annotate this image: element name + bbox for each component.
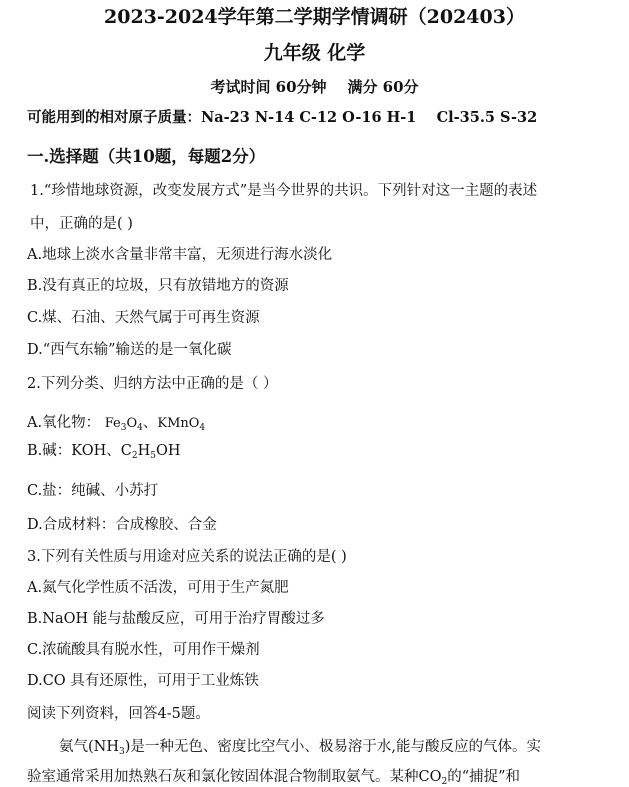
q3-option-a: A.氮气化学性质不活泼，可用于生产氮肥 [27,580,289,596]
q1-stem-line1: 1.“珍惜地球资源，改变发展方式”是当今世界的共识。下列针对这一主题的表述 [30,183,538,199]
q2-stem: 2.下列分类、归纳方法中正确的是（ ） [27,376,278,392]
exam-subtitle: 九年级 化学 [263,42,366,64]
q2-a-formula-1: $Fe_3O_4$ [104,416,143,433]
q3-option-d: D.CO 具有还原性，可用于工业炼铁 [27,673,259,689]
q2-a-formula-2: KMnO$_4$ [157,416,206,433]
q1-option-c: C.煤、石油、天然气属于可再生资源 [27,310,260,326]
q3-option-b: B.NaOH 能与盐酸反应，可用于治疗胃酸过多 [27,611,325,627]
q3-stem: 3.下列有关性质与用途对应关系的说法正确的是( ) [27,549,347,565]
q1-option-a: A.地球上淡水含量非常丰富，无须进行海水淡化 [27,247,333,263]
reading-intro: 阅读下列资料，回答4-5题。 [27,706,210,722]
atomic-masses: 可能用到的相对原子质量：Na-23 N-14 C-12 O-16 H-1 Cl-35.5 S-32 [27,109,538,126]
q2-option-b: B.碱：KOH、$C_2H_5OH$ [27,443,181,461]
q2-option-c: C.盐：纯碱、小苏打 [27,483,159,499]
section-heading: 一.选择题（共10题，每题2分） [27,147,266,166]
q2-option-a: A.氧化物： $Fe_3O_4$、KMnO$_4$ [27,415,206,433]
q1-stem-line2: 中，正确的是( ) [30,216,133,232]
exam-title: 2023-2024学年第二学期学情调研（202403） [104,6,525,28]
q1-option-d: D.“西气东输”输送的是一氧化碳 [27,342,232,358]
exam-info: 考试时间 60分钟 满分 60分 [210,78,419,96]
q2-option-d: D.合成材料：合成橡胶、合金 [27,517,217,533]
reading-paragraph-line1: 氨气$(NH_3)$是一种无色、密度比空气小、极易溶于水,能与酸反应的气体。实 [59,739,541,757]
q2-a-prefix: A.氧化物： [27,415,101,431]
q3-option-c: C.浓硫酸具有脱水性，可用作干燥剂 [27,642,260,658]
reading-paragraph-line2: 验室通常采用加热熟石灰和氯化铵固体混合物制取氨气。某种$CO_2$的“捕捉”和 [27,769,521,787]
q1-option-b: B.没有真正的垃圾，只有放错地方的资源 [27,278,289,294]
